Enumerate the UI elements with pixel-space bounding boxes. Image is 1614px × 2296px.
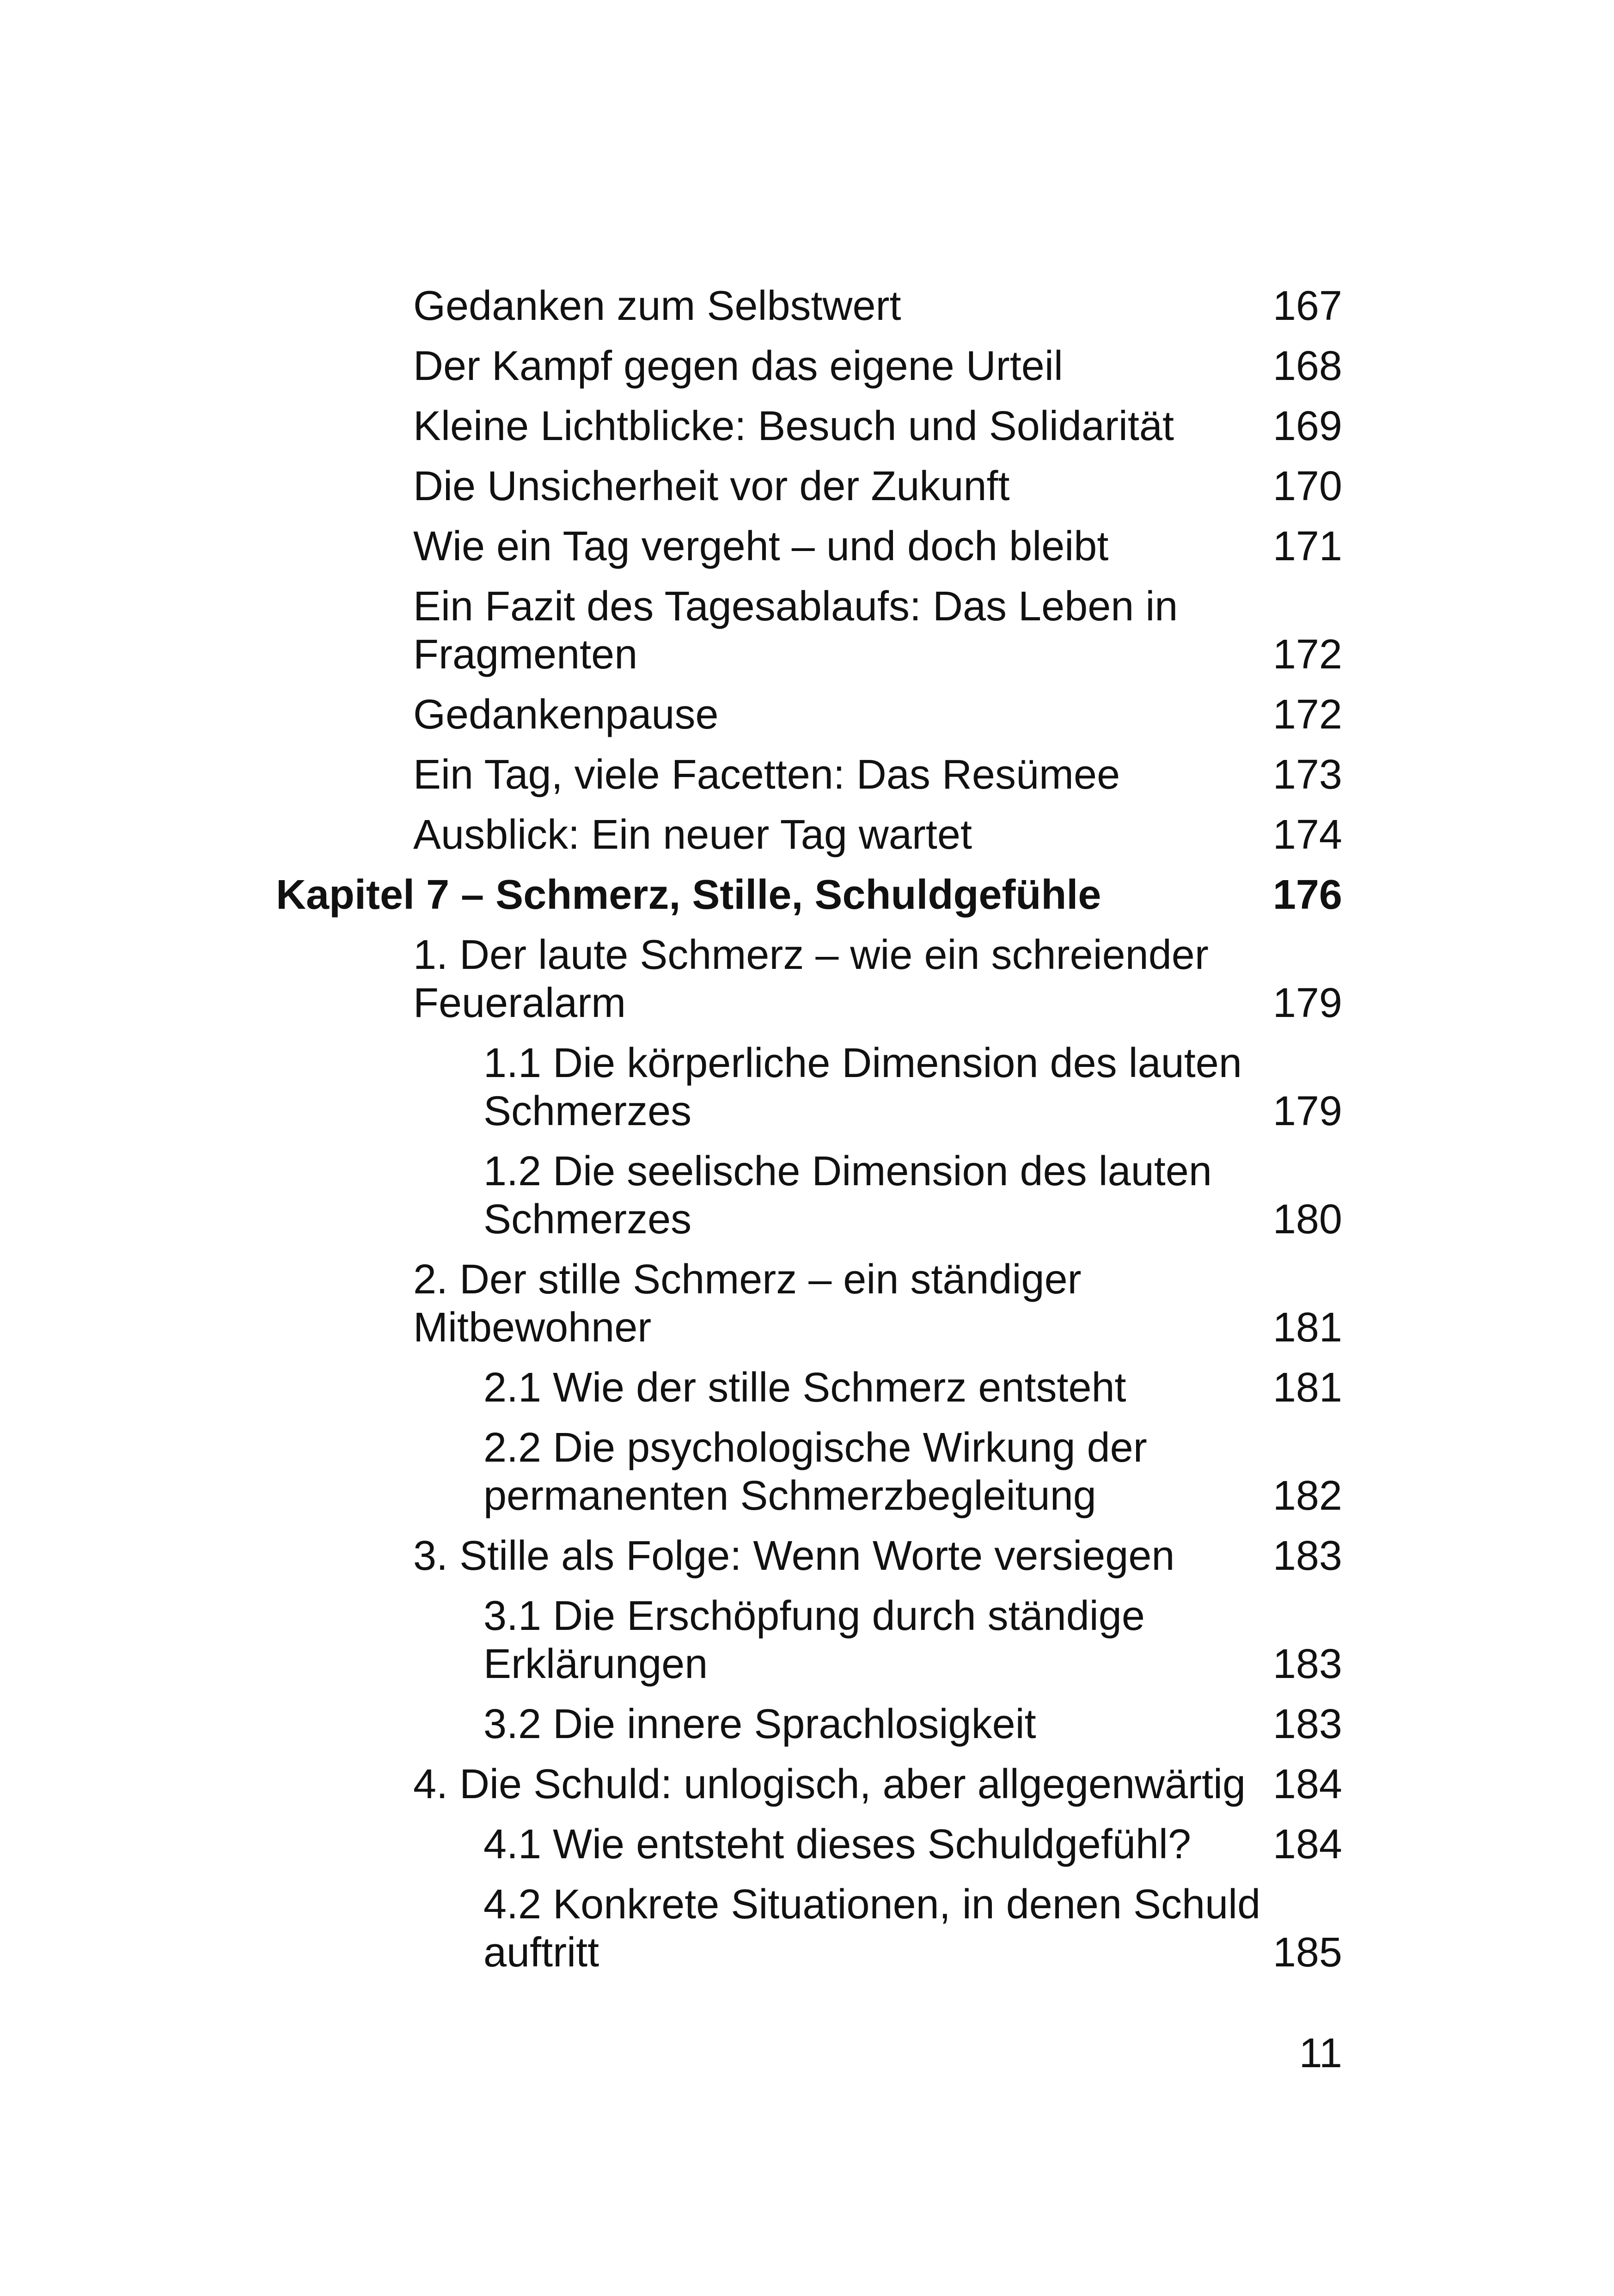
toc-entry — [0, 1147, 1614, 1243]
toc-entry-page-number: 184 — [1272, 1821, 1342, 1867]
toc-entry-title: 4. Die Schuld: unlogisch, aber allgegenwärtig — [413, 1761, 1246, 1807]
toc-entry — [0, 1255, 1614, 1352]
toc-entry-title: auftritt — [483, 1929, 599, 1976]
toc-entry — [0, 1532, 1614, 1580]
toc-entry-page-number: 181 — [1272, 1365, 1342, 1411]
toc-entry-title: Fragmenten — [413, 631, 638, 678]
toc-entry-page-number: 179 — [1272, 1088, 1342, 1134]
toc-entry — [0, 402, 1614, 450]
toc-entry — [0, 1760, 1614, 1808]
toc-entry-title: 2.2 Die psychologische Wirkung der — [483, 1425, 1147, 1471]
toc-entry — [0, 1700, 1614, 1748]
toc-entry-page-number: 176 — [1272, 872, 1342, 918]
toc-entry-page-number: 172 — [1272, 692, 1342, 738]
toc-entry — [0, 691, 1614, 739]
toc-entry-page-number: 183 — [1272, 1533, 1342, 1579]
toc-entry-page-number: 168 — [1272, 343, 1342, 389]
toc-entry-title: 1. Der laute Schmerz – wie ein schreiender — [413, 932, 1209, 978]
toc-entry-page-number: 170 — [1272, 463, 1342, 509]
toc-entry-title: 3.1 Die Erschöpfung durch ständige — [483, 1593, 1145, 1639]
toc-entry — [0, 1880, 1614, 1977]
toc-entry-page-number: 185 — [1272, 1929, 1342, 1976]
toc-entry-page-number: 179 — [1272, 980, 1342, 1026]
toc-entry — [0, 582, 1614, 679]
toc-entry-title: 4.1 Wie entsteht dieses Schuldgefühl? — [483, 1821, 1191, 1867]
toc-entry-page-number: 180 — [1272, 1196, 1342, 1243]
toc-entry-page-number: 183 — [1272, 1641, 1342, 1687]
toc-entry-page-number: 167 — [1272, 283, 1342, 329]
toc-entry-title: Ein Fazit des Tagesablaufs: Das Leben in — [413, 583, 1178, 630]
toc-entry-title: Ein Tag, viele Facetten: Das Resümee — [413, 752, 1120, 798]
toc-entry-title: Mitbewohner — [413, 1304, 652, 1351]
toc-entry-title: Ausblick: Ein neuer Tag wartet — [413, 812, 972, 858]
toc-entry-title: 1.1 Die körperliche Dimension des lauten — [483, 1040, 1242, 1086]
toc-entry-page-number: 169 — [1272, 403, 1342, 449]
toc-entry-title: Wie ein Tag vergeht – und doch bleibt — [413, 523, 1109, 569]
toc-entry-page-number: 172 — [1272, 631, 1342, 678]
toc-entry-title: 3.2 Die innere Sprachlosigkeit — [483, 1701, 1036, 1747]
toc-chapter-entry — [0, 871, 1614, 919]
toc-entry-title: 4.2 Konkrete Situationen, in denen Schuld — [483, 1881, 1261, 1928]
toc-entry — [0, 811, 1614, 859]
toc-entry — [0, 282, 1614, 330]
toc-entry-title: Schmerzes — [483, 1196, 692, 1243]
toc-entry-title: Die Unsicherheit vor der Zukunft — [413, 463, 1010, 509]
toc-entry — [0, 522, 1614, 570]
toc-entry-page-number: 184 — [1272, 1761, 1342, 1807]
toc-entry-title: 3. Stille als Folge: Wenn Worte versiegen — [413, 1533, 1175, 1579]
toc-entry-title: Der Kampf gegen das eigene Urteil — [413, 343, 1063, 389]
toc-entry-title: Gedankenpause — [413, 692, 719, 738]
toc-entry — [0, 1820, 1614, 1868]
toc-entry — [0, 1424, 1614, 1520]
toc-entry-page-number: 183 — [1272, 1701, 1342, 1747]
toc-entry — [0, 342, 1614, 390]
toc-entry-page-number: 171 — [1272, 523, 1342, 569]
toc-entry-page-number: 182 — [1272, 1473, 1342, 1519]
toc-entry-title: Gedanken zum Selbstwert — [413, 283, 901, 329]
toc-entry-title: 1.2 Die seelische Dimension des lauten — [483, 1148, 1212, 1194]
toc-entry-title: Erklärungen — [483, 1641, 708, 1687]
toc-entry-title: Kleine Lichtblicke: Besuch und Solidarität — [413, 403, 1174, 449]
toc-entry — [0, 751, 1614, 799]
toc-entry-page-number: 173 — [1272, 752, 1342, 798]
toc-entry-title: Schmerzes — [483, 1088, 692, 1134]
toc-entry-title: Feueralarm — [413, 980, 626, 1026]
toc-entry — [0, 931, 1614, 1027]
toc-entry — [0, 1592, 1614, 1688]
toc-entry-page-number: 181 — [1272, 1304, 1342, 1351]
toc-entry-title: permanenten Schmerzbegleitung — [483, 1473, 1096, 1519]
toc-entry — [0, 1039, 1614, 1135]
toc-entry — [0, 1364, 1614, 1412]
toc-entry-title: 2.1 Wie der stille Schmerz entsteht — [483, 1365, 1126, 1411]
page-number: 11 — [1299, 2030, 1342, 2076]
table-of-contents — [0, 282, 1614, 1989]
toc-entry-page-number: 174 — [1272, 812, 1342, 858]
toc-entry-title: Kapitel 7 – Schmerz, Stille, Schuldgefühle — [276, 872, 1101, 918]
toc-entry-title: 2. Der stille Schmerz – ein ständiger — [413, 1256, 1082, 1303]
toc-entry — [0, 462, 1614, 510]
